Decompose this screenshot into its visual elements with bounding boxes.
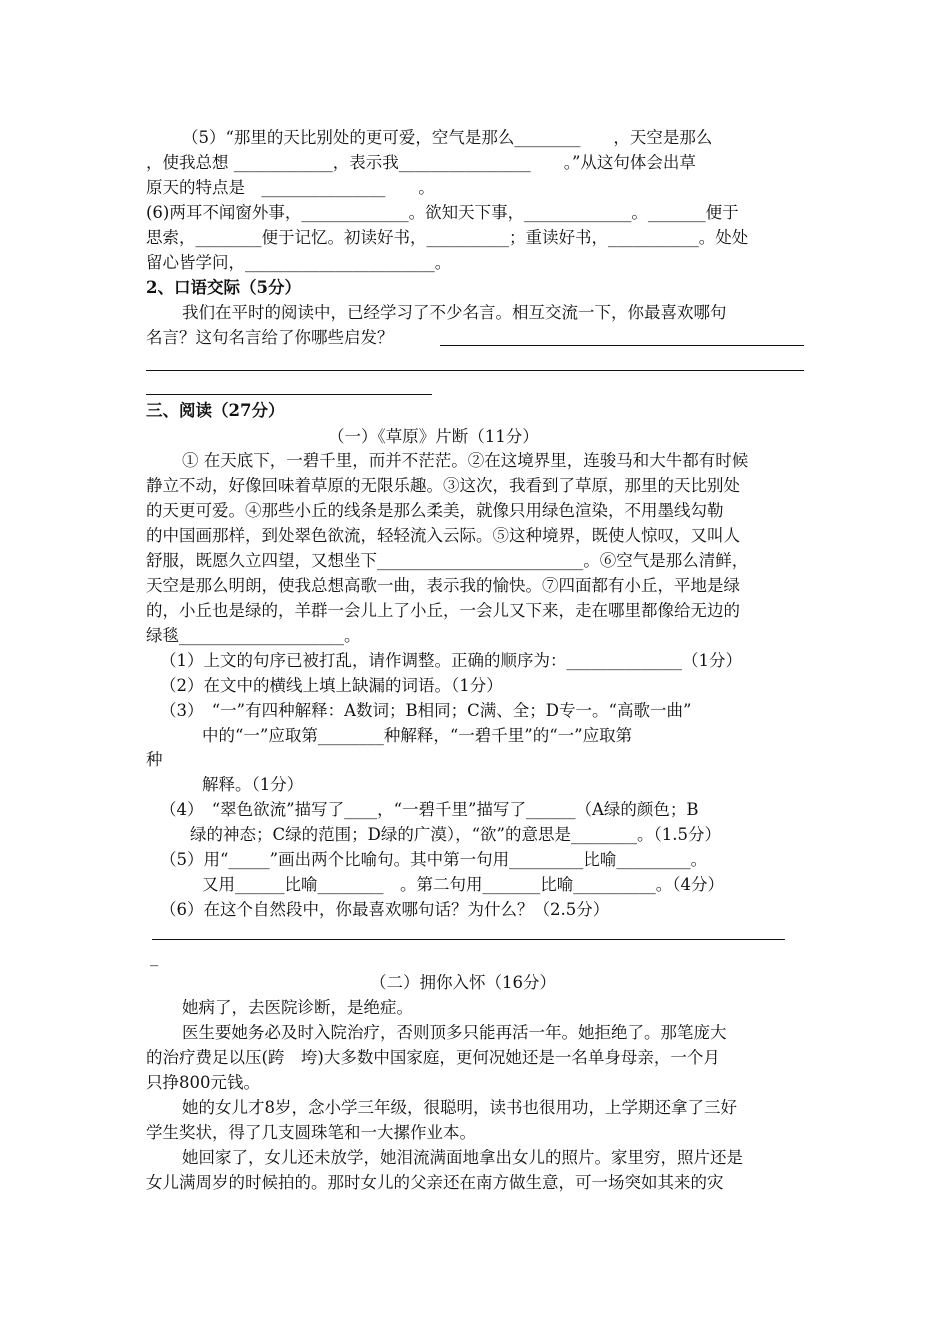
passage-1-line: 舒服，既愿久立四望，又想坐下_________________________。⑥空气是那么清鲜，	[146, 551, 749, 570]
passage-2-line: 医生要她务必及时入院治疗，否则顶多只能再活一年。她拒绝了。那笔庞大	[182, 1023, 727, 1042]
q5-line-2: ，使我总想 ____________，表示我________________ 。”从这句体会出草	[146, 153, 696, 172]
passage-1-line: 的，小丘也是绿的，羊群一会儿上了小丘，一会儿又下来，走在哪里都像给无边的	[146, 601, 740, 620]
question-5-cont: 又用______比喻________ 。第二句用_______比喻__________。（4分）	[202, 875, 724, 894]
passage-2-line: 她的女儿才8岁，念小学三年级，很聪明，读书也很用功，上学期还拿了三好	[182, 1098, 737, 1117]
question-1: （1）上文的句序已被打乱，请作调整。正确的顺序为：______________（1分）	[160, 651, 742, 670]
answer-line-3	[146, 394, 432, 395]
passage-2-line: 学生奖状，得了几支圆珠笔和一大摞作业本。	[146, 1123, 476, 1142]
question-4: （4） “翠色欲流”描写了____，“一碧千里”描写了______（A绿的颜色；B	[160, 800, 699, 819]
oral-line-1: 我们在平时的阅读中，已经学习了不少名言。相互交流一下，你最喜欢哪句	[182, 303, 727, 322]
q5-line-1: （5）“那里的天比别处的更可爱，空气是那么________ ，天空是那么	[182, 128, 713, 147]
answer-line-dash: _	[150, 947, 159, 966]
section-heading: 三、阅读（27分）	[146, 401, 285, 420]
passage-2-line: 她病了，去医院诊断，是绝症。	[182, 998, 413, 1017]
passage-1-line: 天空是那么明朗，使我总想高歌一曲，表示我的愉快。⑦四面都有小丘，平地是绿	[146, 576, 740, 595]
oral-heading: 2、口语交际（5分）	[146, 278, 301, 297]
question-3-cont: 解释。（1分）	[202, 775, 304, 794]
question-4-cont: 绿的神态；C绿的范围；D绿的广漠），“欲”的意思是________。（1.5分）	[190, 825, 721, 844]
question-6: （6）在这个自然段中，你最喜欢哪句话？为什么？（2.5分）	[160, 900, 610, 919]
passage-1-title: （一）《草原》片断（11分）	[328, 427, 539, 446]
q6-line-3: 留心皆学问，_______________________。	[146, 253, 452, 272]
question-5: （5）用“_____”画出两个比喻句。其中第一句用_________比喻_________。	[160, 850, 708, 869]
passage-1-line: 的天更可爱。④那些小丘的线条是那么柔美，就像只用绿色渲染，不用墨线勾勒	[146, 501, 724, 520]
passage-1-line: 静立不动，好像回味着草原的无限乐趣。③这次，我看到了草原，那里的天比别处	[146, 476, 740, 495]
passage-2-line: 只挣800元钱。	[146, 1073, 260, 1092]
passage-1-line: 的中国画那样，到处翠色欲流，轻轻流入云际。⑤这种境界，既使人惊叹，又叫人	[146, 526, 740, 545]
answer-line-2	[146, 370, 804, 371]
passage-2-title: （二）拥你入怀（16分）	[370, 973, 556, 992]
q6-line-2: 思索，________便于记忆。初读好书，__________；重读好书，___________。处处	[146, 228, 749, 247]
passage-2-line: 女儿满周岁的时候拍的。那时女儿的父亲还在南方做生意，可一场突如其来的灾	[146, 1173, 724, 1192]
question-3-cont: 种	[146, 750, 163, 769]
passage-2-line: 她回家了，女儿还未放学，她泪流满面地拿出女儿的照片。家里穷，照片还是	[182, 1148, 743, 1167]
question-3-cont: 中的“一”应取第________种解释，“一碧千里”的“一”应取第	[202, 726, 633, 745]
passage-1-line: ① 在天底下，一碧千里，而并不茫茫。②在这境界里，连骏马和大牛都有时候	[182, 451, 749, 470]
q5-line-3: 原天的特点是 _______________ 。	[146, 178, 435, 197]
oral-line-2: 名言？这句名言给了你哪些启发？	[146, 328, 394, 347]
answer-line-q6	[152, 939, 785, 940]
passage-1-line: 绿毯____________________。	[146, 626, 361, 645]
question-2: （2）在文中的横线上填上缺漏的词语。（1分）	[160, 676, 503, 695]
question-3: （3） “一”有四种解释：A数词；B相同；C满、全；D专一。“高歌一曲”	[160, 701, 692, 720]
q6-line-1: (6)两耳不闻窗外事，_____________。欲知天下事，_____________。_______便于	[146, 203, 739, 222]
answer-line-1	[440, 345, 804, 346]
passage-2-line: 的治疗费足以压(跨 垮)大多数中国家庭，更何况她还是一名单身母亲，一个月	[146, 1048, 720, 1067]
